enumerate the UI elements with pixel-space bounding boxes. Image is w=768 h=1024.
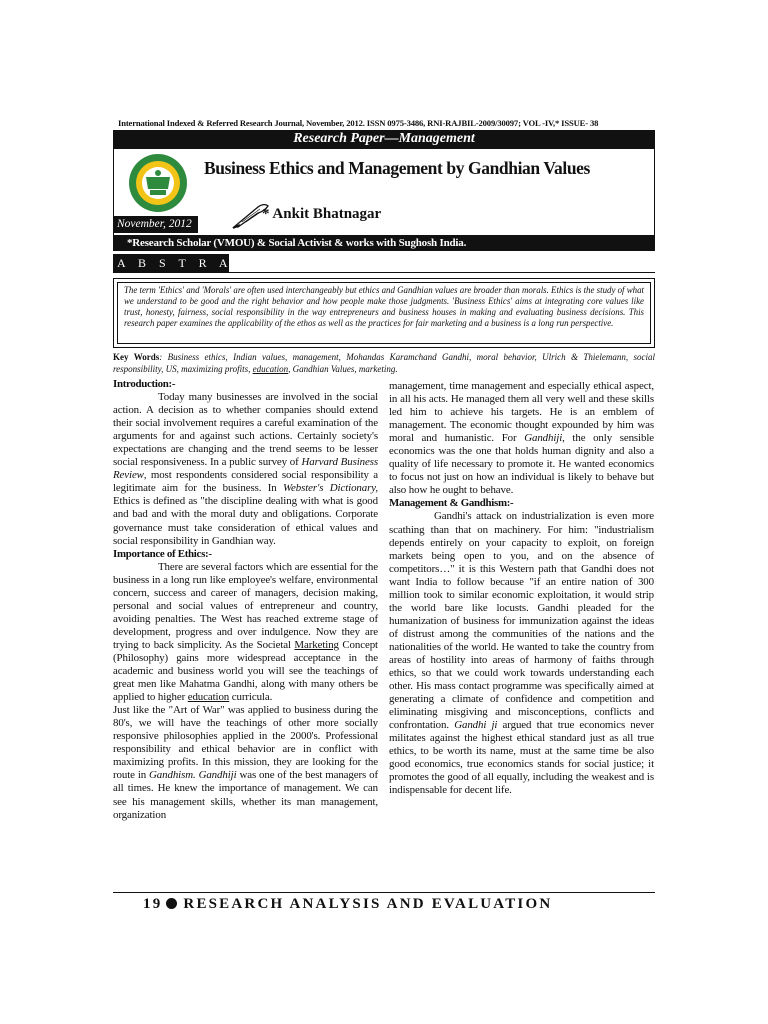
- footer-rule: [113, 892, 655, 893]
- abstract-label: A B S T R A C T: [113, 254, 229, 273]
- title-box: [113, 148, 655, 236]
- page-footer: [143, 896, 552, 913]
- art-of-war-paragraph: Just like the "Art of War" was applied to business during the 80's, we will have the teachings of other more socially responsive philosophies applied in the 2000's. Professional responsibility and ethical behavior are in conflict with maximizing profits. In this mission, they are looking for the route in Gandhism. Gandhiji was one of the best managers of all times. He knew the importance of management. We can see his management skills, whether its man management, organization: [113, 704, 378, 821]
- left-column: [113, 378, 378, 822]
- author-affiliation: *Research Scholar (VMOU) & Social Activist & works with Sughosh India.: [113, 236, 655, 251]
- heading-introduction: Introduction:-: [113, 378, 176, 390]
- keywords-label: Key Words: [113, 352, 160, 362]
- abstract-box: [113, 278, 655, 348]
- page-number: 19: [143, 896, 163, 912]
- journal-header-line: International Indexed & Referred Research Journal, November, 2012. ISSN 0975-3486, RNI-RAJBIL-2009/30097; VOL -IV,* ISSUE- 38: [118, 118, 599, 128]
- abstract-text: The term 'Ethics' and 'Morals' are often used interchangeably but ethics and Gandhian values are broader than morals. Ethics is the study of what we understand to be good and the right behavior and how people make those judgments. 'Business Ethics' aims at integrating core values like trust, honesty, fairness, social responsibility in the way entrepreneurs and business houses in making and evaluating business decisions. This research paper examines the applicability of the ethos as well as the practices for fair marketing and a business is a long run perspective.: [117, 282, 651, 344]
- right-column: [389, 380, 654, 798]
- keywords-text-end: , Gandhian Values, marketing.: [288, 364, 398, 374]
- paper-title: Business Ethics and Management by Gandhian Values: [204, 158, 590, 178]
- continued-paragraph: management, time management and especially ethical aspect, in all his acts. He managed them all very well and these skills led him to achieve his targets. He is an emblem of management. The economic thought expounded by him was moral and humanistic. For Gandhiji, the only sensible economics was the one that holds human dignity and also a quality of life necessary to promote it. He wanted economics to focus not just on how an individual is likely to behave but also how he ought to behave.: [389, 380, 654, 497]
- bullet-icon: [166, 898, 177, 909]
- section-band: Research Paper—Management: [113, 130, 655, 148]
- intro-paragraph: Today many businesses are involved in the social action. A decision as to whether companies should extend their social involvement requires a careful examination of the arguments for and against such actions. Certainly society's expectations are changing and the trend seems to be lesser social responsiveness. In a public survey of Harvard Business Review, most respondents considered social responsibility a legitimate aim for the business. In Webster's Dictionary, Ethics is defined as "the discipline dealing with what is good and bad and with the moral duty and obligations. Corporate governance must take consideration of ethical values and social responsibility in Gandhian way.: [113, 391, 378, 547]
- heading-gandhism: Management & Gandhism:-: [389, 497, 514, 510]
- journal-name: RESEARCH ANALYSIS AND EVALUATION: [183, 896, 553, 912]
- abstract-rule: [229, 272, 655, 273]
- heading-importance: Importance of Ethics:-: [113, 547, 212, 560]
- keywords: [113, 351, 655, 375]
- keyword-education: education: [252, 364, 289, 374]
- journal-seal-icon: [128, 153, 188, 213]
- importance-paragraph: There are several factors which are essential for the business in a long run like employee's welfare, environmental concern, success and career of managers, decision making, personal and social values of entrepreneur and country, avoiding penalties. The West has reached extreme stage of development, progress and over indulgence. Now they are trying to back simplicity. As the Societal Marketing Concept (Philosophy) gains more widespread acceptance in the academic and business world you will see the teachings of great men like Mahatma Gandhi, along with many others be applied to higher education curricula.: [113, 560, 378, 704]
- keywords-text: : Business ethics, Indian values, management, Mohandas Karamchand Gandhi, moral behavior, Ulrich & Thielemann, social responsibility, US, maximizing profits,: [113, 352, 655, 374]
- gandhism-paragraph: Gandhi's attack on industrialization is even more scathing than that on machinery. For him: "industrialism depends entirely on your capacity to exploit, on foreign markets being open to you, and on the absence of competitors…" it is this Western path that Gandhi does not want India to follow because "if an entire nation of 300 million took to similar economic exploitation, it would strip the world bare like locusts. Gandhi pleaded for the humanization of business for immunization against the ideas of distrust among the communities of the nations and the nationalities of the world. He wanted to take the country from areas of hostility into areas of harmony of faiths through ethics, so that we could work towards understanding each other. His mass contact programme was specifically aimed at generating a climate of confidence and competition and eliminating misgiving and misconceptions, conflicts and confrontation. Gandhi ji argued that true economics never militates against the highest ethical standard just as all true ethics, to be worth its name, must at the same time be also good economics, true economics stands for social justice; it promotes the good of all equally, including the weakest and is indispensable for decent life.: [389, 510, 654, 797]
- link-education: education: [187, 691, 230, 704]
- author-name: * Ankit Bhatnagar: [262, 206, 382, 222]
- date-badge: November, 2012: [114, 216, 198, 233]
- link-marketing: Marketing: [294, 638, 339, 651]
